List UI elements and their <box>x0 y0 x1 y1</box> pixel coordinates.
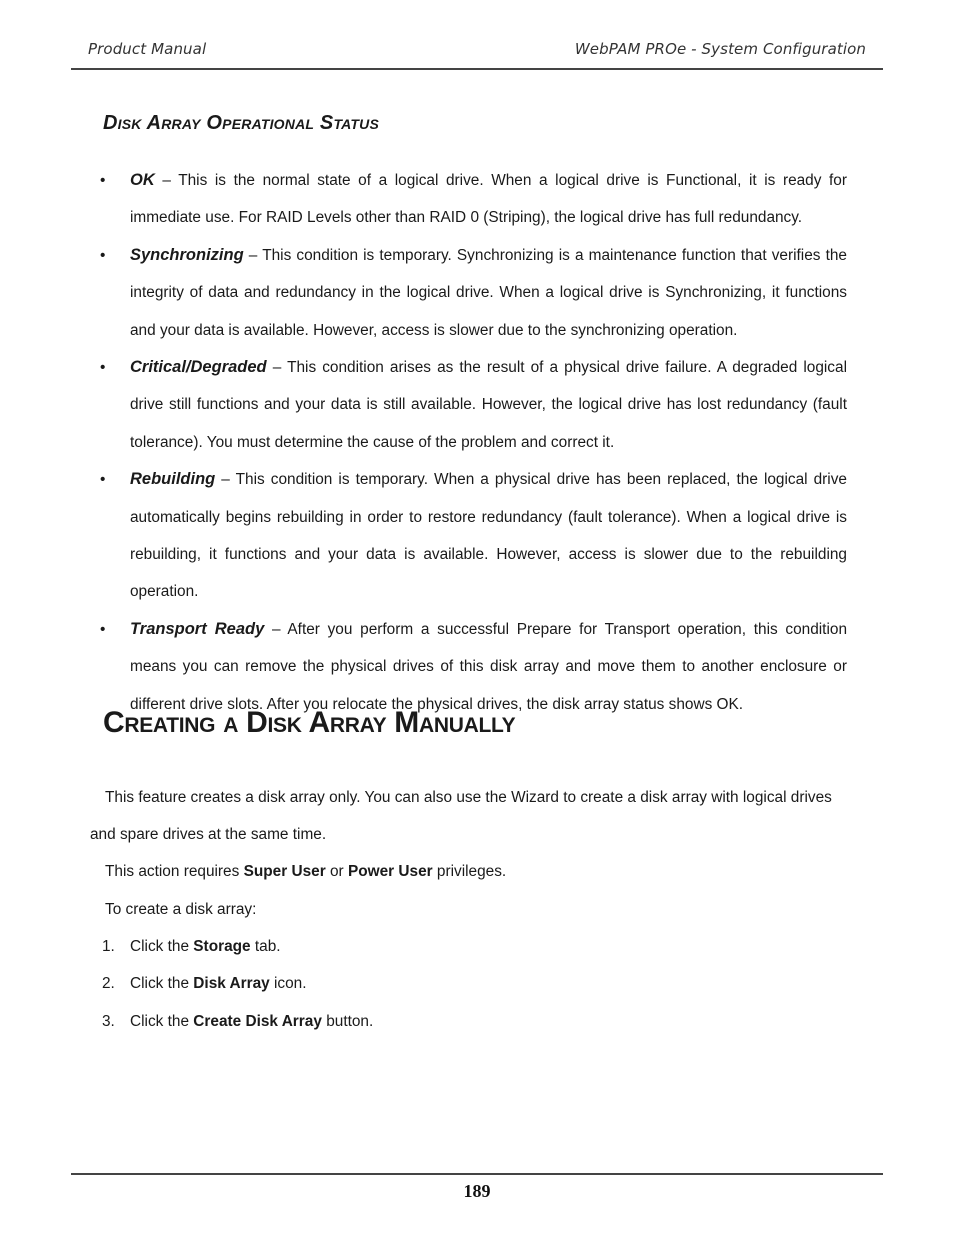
list-item <box>100 461 847 611</box>
text: Click the <box>130 975 194 993</box>
bold-text: Storage <box>193 938 251 955</box>
status-term: Synchronizing <box>130 245 244 264</box>
list-item <box>100 349 847 461</box>
header-right: WebPAM PROe - System Configuration <box>574 40 866 58</box>
bold-text: Super User <box>243 863 326 880</box>
list-item <box>100 237 847 349</box>
header-rule <box>71 68 883 70</box>
bullet-icon: • <box>100 471 106 489</box>
status-term: OK <box>130 171 155 189</box>
bold-text: Power User <box>347 863 433 880</box>
text: Click the <box>130 1012 194 1030</box>
footer-rule <box>71 1173 883 1175</box>
list-item <box>102 965 373 1002</box>
text: privileges. <box>432 863 507 880</box>
status-description: – This is the normal state of a logical drive. When a logical drive is Functional, it is ready for immediate use. For RAID Levels other than RAID 0 (Striping), the logical drive has full redundancy. <box>130 172 847 227</box>
text: icon. <box>269 975 307 993</box>
status-description: – This condition is temporary. When a physical drive has been replaced, the logical drive automatically begins rebuilding in order to restore redundancy (fault tolerance). When a logical drive is rebuilding, it functions and your data is available. However, access is slower due to the rebuilding operation. <box>130 471 847 601</box>
text: This action requires <box>105 863 244 880</box>
privileges-paragraph <box>105 853 875 890</box>
running-header <box>88 40 866 58</box>
page-number: 189 <box>463 1181 491 1201</box>
step-number: 1. <box>102 938 115 955</box>
steps-intro: To create a disk array: <box>105 901 257 918</box>
status-term: Transport Ready <box>130 619 265 638</box>
bold-text: Disk Array <box>193 975 270 993</box>
list-item <box>102 928 373 965</box>
status-term: Rebuilding <box>130 470 216 489</box>
list-item <box>100 162 847 237</box>
bold-text: Create Disk Array <box>193 1012 322 1030</box>
bullet-icon: • <box>100 246 106 264</box>
text: Click the <box>130 938 194 955</box>
status-list <box>100 162 847 723</box>
text: button. <box>321 1012 374 1030</box>
step-number: 3. <box>102 1012 115 1030</box>
bullet-icon: • <box>100 620 106 638</box>
text: or <box>325 863 348 880</box>
text: tab. <box>250 938 281 955</box>
status-description: – This condition is temporary. Synchronizing is a maintenance function that verifies the integrity of data and redundancy in the logical drive. When a logical drive is Synchronizing, it functions and your data is available. However, access is slower due to the synchronizing operation. <box>130 246 847 339</box>
status-term: Critical/Degraded <box>130 358 267 377</box>
steps-list <box>102 928 373 1040</box>
list-item <box>102 1003 373 1040</box>
section-heading-create: Creating a Disk Array Manually <box>103 706 516 739</box>
step-number: 2. <box>102 975 115 993</box>
status-description: – After you perform a successful Prepare for Transport operation, this condition means you can remove the physical drives of this disk array and move them to another enclosure or different drive slots. After you relocate the physical drives, the disk array status shows OK. <box>130 620 847 713</box>
section-heading-status: Disk Array Operational Status <box>103 112 380 134</box>
intro-paragraph: This feature creates a disk array only. You can also use the Wizard to create a disk array with logical drives and spare drives at the same time. <box>90 789 832 844</box>
header-left: Product Manual <box>88 40 207 58</box>
bullet-icon: • <box>100 359 106 377</box>
bullet-icon: • <box>100 172 106 189</box>
status-description: – This condition arises as the result of a physical drive failure. A degraded logical drive still functions and your data is still available. However, the logical drive has lost redundancy (fault tolerance). You must determine the cause of the problem and correct it. <box>130 359 847 451</box>
